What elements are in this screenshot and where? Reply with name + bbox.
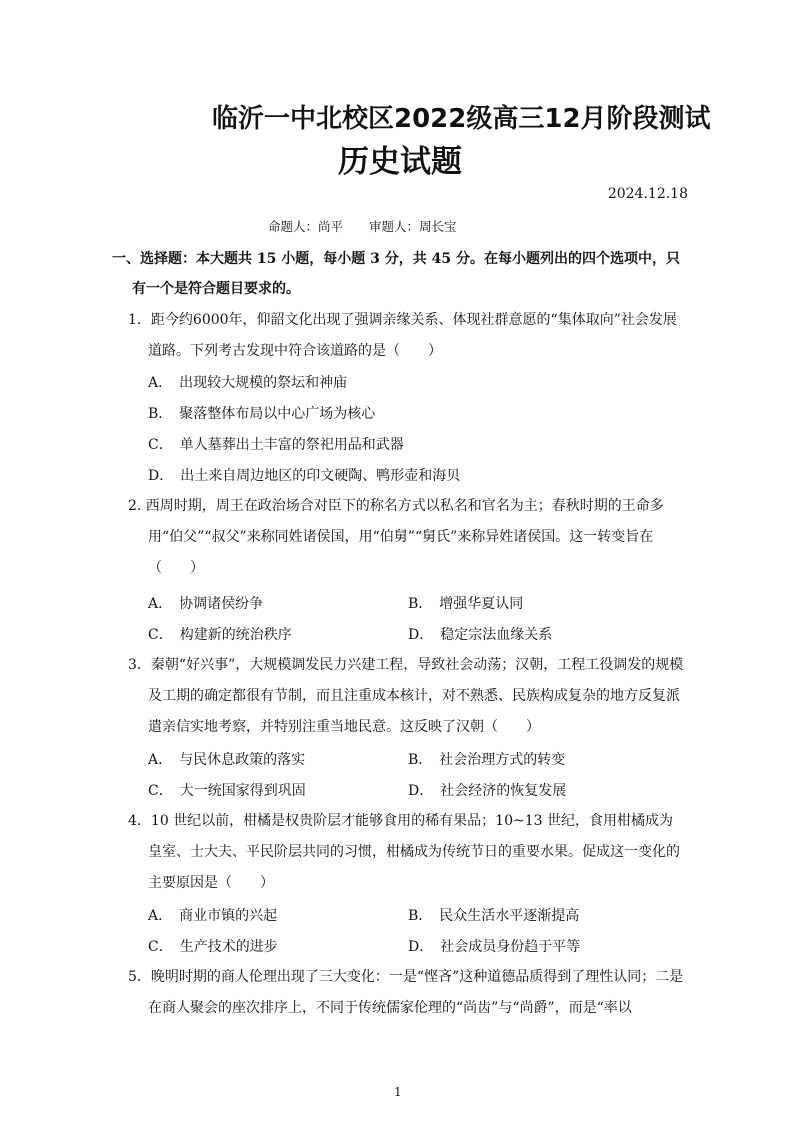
question-2-option-d: D． 稳定宗法血缘关系 xyxy=(408,627,553,643)
question-4 xyxy=(128,806,684,899)
question-3-stem: 3．秦朝“好兴事”，大规模调发民力兴建工程，导致社会动荡；汉朝，工程工役调发的规模及工期的确定都很有节制，而且注重成本核计，对不熟悉、民族构成复杂的地方反复派遣亲信实地考察，并特别注重当地民意。这反映了汉朝（ ） xyxy=(128,657,684,735)
exam-date: 2024.12.18 xyxy=(607,186,688,202)
question-1-option-b: B． 聚落整体布局以中心广场为核心 xyxy=(148,406,376,422)
question-2-stem: 2. 西周时期，周王在政治场合对臣下的称名方式以私名和官名为主；春秋时期的王命多用“伯父”“叔父”来称同姓诸侯国，用“伯舅”“舅氏”来称异姓诸侯国。这一转变旨在（ ） xyxy=(128,498,664,576)
question-4-option-a: A． 商业市镇的兴起 xyxy=(148,908,278,924)
question-2-option-b: B． 增强华夏认同 xyxy=(408,596,524,612)
question-1 xyxy=(128,305,684,367)
section-heading-line1: 一、选择题：本大题共 15 小题，每小题 3 分，共 45 分。在每小题列出的四个选项中，只 xyxy=(112,251,680,267)
question-4-option-b: B． 民众生活水平逐渐提高 xyxy=(408,908,580,924)
question-5-stem: 5．晚明时期的商人伦理出现了三大变化：一是“悭吝”这种道德品质得到了理性认同；二是在商人聚会的座次排序上，不同于传统儒家伦理的“尚齿”与“尚爵”，而是“率以 xyxy=(128,969,684,1016)
question-4-option-d: D． 社会成员身份趋于平等 xyxy=(408,939,581,955)
section-heading xyxy=(112,244,682,304)
question-2 xyxy=(128,491,684,584)
question-1-stem: 1．距今约6000年，仰韶文化出现了强调亲缘关系、体现社群意愿的“集体取向”社会发展道路。下列考古发现中符合该道路的是（ ） xyxy=(128,312,677,359)
authors-line xyxy=(268,217,457,235)
question-5 xyxy=(128,962,684,1024)
question-3-option-d: D． 社会经济的恢复发展 xyxy=(408,783,567,799)
question-2-option-a: A． 协调诸侯纷争 xyxy=(148,596,264,612)
question-3 xyxy=(128,650,684,743)
question-3-option-b: B． 社会治理方式的转变 xyxy=(408,752,566,768)
question-4-stem: 4．10 世纪以前，柑橘是权贵阶层才能够食用的稀有果品；10~13 世纪，食用柑橘成为皇室、士大夫、平民阶层共同的习惯，柑橘成为传统节日的重要水果。促成这一变化的主要原因是（ ） xyxy=(128,813,680,891)
question-1-option-c: C． 单人墓葬出土丰富的祭祀用品和武器 xyxy=(148,437,404,453)
page-number: 1 xyxy=(394,1085,402,1099)
question-1-option-d: D． 出土来自周边地区的印文硬陶、鸭形壶和海贝 xyxy=(148,468,461,484)
question-1-option-a: A． 出现较大规模的祭坛和神庙 xyxy=(148,375,348,391)
exam-title: 临沂一中北校区2022级高三12月阶段测试 xyxy=(212,104,711,134)
exam-subtitle: 历史试题 xyxy=(338,144,462,180)
question-3-option-a: A． 与民休息政策的落实 xyxy=(148,752,306,768)
question-3-option-c: C． 大一统国家得到巩固 xyxy=(148,783,306,799)
question-2-option-c: C． 构建新的统治秩序 xyxy=(148,627,292,643)
question-4-option-c: C． 生产技术的进步 xyxy=(148,939,278,955)
section-heading-line2: 有一个是符合题目要求的。 xyxy=(132,281,300,297)
reviewer-name: 审题人：周长宝 xyxy=(369,219,457,234)
setter-name: 命题人：尚平 xyxy=(268,219,344,234)
